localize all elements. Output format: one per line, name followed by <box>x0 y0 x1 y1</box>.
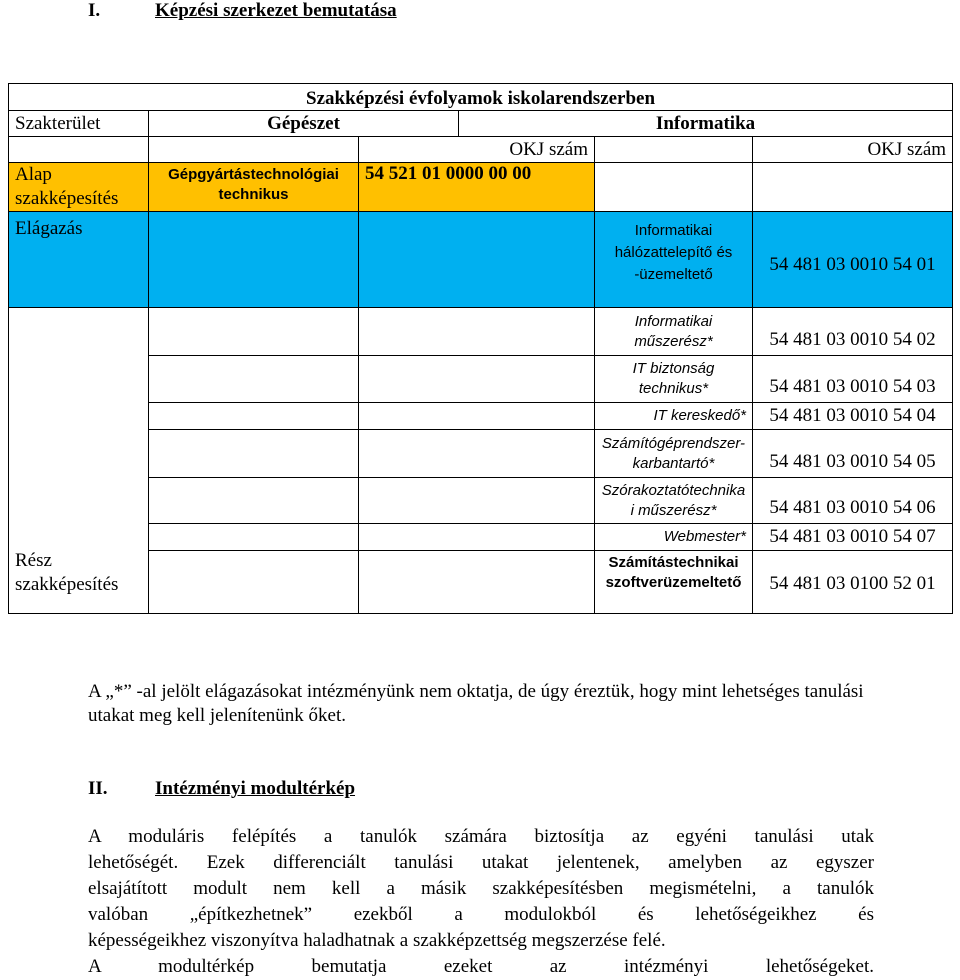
paragraph-line: A modultérkép bemutatja ezeket az intézményi lehetőségeket. <box>88 956 874 977</box>
elagazas-name: Informatikai hálózattelepítő és -üzemeltető <box>595 212 753 308</box>
okj-label-gepeszet: OKJ szám <box>359 137 595 163</box>
row-name: Számítástechnikai szoftverüzemeltető <box>595 551 753 614</box>
paragraph-line: képességeikhez viszonyítva haladhatnak a szakképzettség megszerzése felé. <box>88 930 666 951</box>
row-code: 54 481 03 0010 54 04 <box>753 403 953 430</box>
row-name: IT kereskedő* <box>595 403 753 430</box>
section-1-title: Képzési szerkezet bemutatása <box>155 0 397 21</box>
table-caption: Szakképzési évfolyamok iskolarendszerben <box>9 84 953 111</box>
footnote: A „*” -al jelölt elágazásokat intézményünk nem oktatja, de úgy éreztük, hogy mint lehetséges tanulási utakat meg kell jelenítenünk őket. <box>88 681 864 726</box>
paragraph-line: lehetőségét. Ezek differenciált tanulási utakat jelentenek, amelyben az egyszer <box>88 852 874 873</box>
alap-label: Alap szakképesítés <box>9 163 149 212</box>
section-1-number: I. <box>88 0 101 21</box>
paragraph-line: elsajátított modult nem kell a másik szakképesítésben megismételni, a tanulók <box>88 878 874 899</box>
alap-code: 54 521 01 0000 00 00 <box>359 163 595 212</box>
section-2-number: II. <box>88 778 108 799</box>
row-code: 54 481 03 0010 54 02 <box>753 308 953 356</box>
row-code: 54 481 03 0100 52 01 <box>753 551 953 614</box>
row-code: 54 481 03 0010 54 05 <box>753 430 953 478</box>
section-2-title: Intézményi modultérkép <box>155 778 356 799</box>
header-szakterulet: Szakterület <box>9 111 149 137</box>
resz-label: Rész szakképesítés <box>9 308 149 614</box>
row-code: 54 481 03 0010 54 03 <box>753 356 953 403</box>
row-name: Informatikai műszerész* <box>595 308 753 356</box>
paragraph-line: valóban „építkezhetnek” ezekből a modulokból és lehetőségeikhez és <box>88 904 874 925</box>
row-name: Szórakoztatótechnikai műszerész* <box>595 478 753 524</box>
header-gepeszet: Gépészet <box>149 111 459 137</box>
elagazas-code: 54 481 03 0010 54 01 <box>753 212 953 308</box>
row-name: Webmester* <box>595 524 753 551</box>
row-name: IT biztonság technikus* <box>595 356 753 403</box>
header-informatika: Informatika <box>459 111 953 137</box>
section-2-heading <box>88 778 355 800</box>
elagazas-label: Elágazás <box>9 212 149 308</box>
okj-label-informatika: OKJ szám <box>753 137 953 163</box>
row-code: 54 481 03 0010 54 06 <box>753 478 953 524</box>
module-map-paragraph <box>88 824 874 980</box>
paragraph-line: A moduláris felépítés a tanulók számára biztosítja az egyéni tanulási utak <box>88 826 874 847</box>
training-structure-table <box>8 83 953 614</box>
section-1-heading <box>88 0 397 22</box>
row-code: 54 481 03 0010 54 07 <box>753 524 953 551</box>
alap-name: Gépgyártástechnológiai technikus <box>149 163 359 212</box>
row-name: Számítógéprendszer-karbantartó* <box>595 430 753 478</box>
